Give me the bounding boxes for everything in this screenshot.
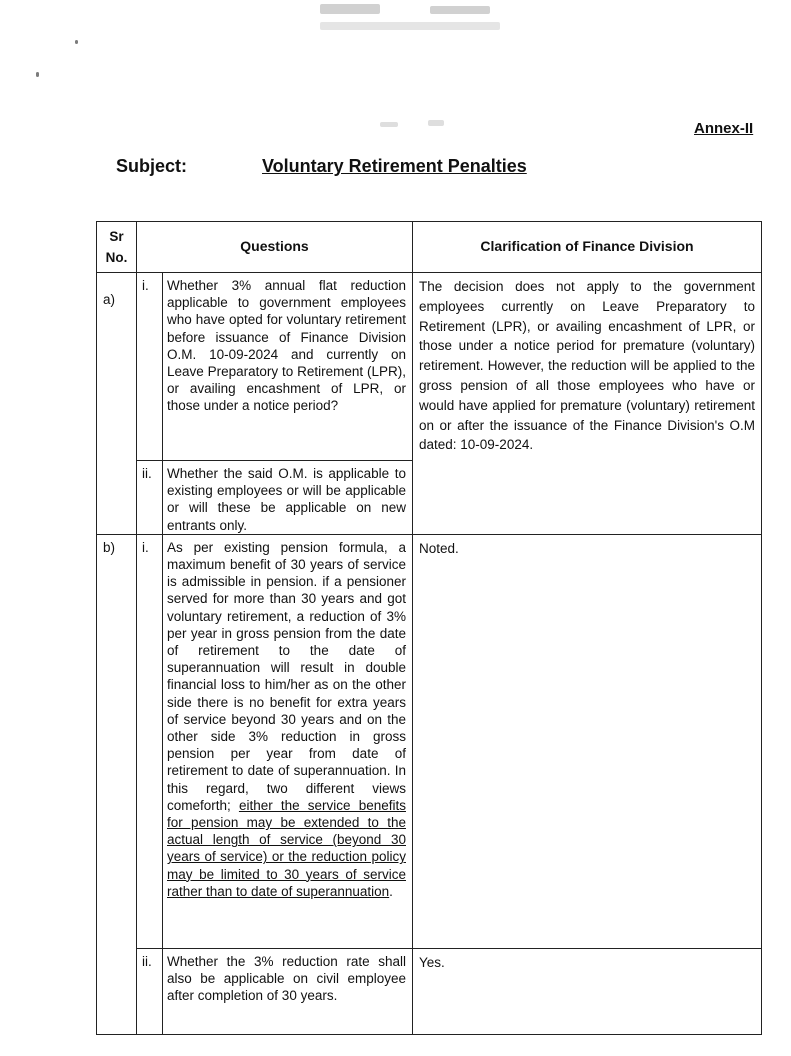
scan-smudge [36, 72, 39, 77]
question-text: Whether the said O.M. is applicable to existing employees or will be applicable or will these be applicable on new entrants only. [163, 461, 413, 535]
header-sr-line1: Sr [109, 229, 124, 244]
scan-smudge [320, 22, 500, 30]
clarification-text: The decision does not apply to the government employees currently on Leave Preparatory to Retirement (LPR), or availing encashment of LPR, or those under a notice period for premature (voluntary) retirement. However, the reduction will be applied to the gross pension of all those employees who have or would have applied for premature (voluntary) retirement on or after the issuance of the Finance Division's O.M dated: 10-09-2024. [413, 273, 762, 535]
scan-smudge [320, 4, 380, 14]
clarification-table [96, 221, 762, 1035]
question-text-plain: As per existing pension formula, a maximum benefit of 30 years of service is admissible in pension. if a pensioner served for more than 30 years and got voluntary retirement, a reduction of 3% per year in gross pension from the date of retirement to the date of superannuation will result in double financial loss to him/her as on the other side there is no benefit for extra years of service beyond 30 years and on the other side 3% reduction in gross pension per year from date of retirement to date of superannuation. In this regard, two different views comeforth; [167, 539, 406, 813]
table-row [97, 948, 762, 1034]
header-clarification: Clarification of Finance Division [413, 222, 762, 273]
header-questions: Questions [137, 222, 413, 273]
subject-title: Voluntary Retirement Penalties [262, 156, 527, 176]
table-header-row [97, 222, 762, 273]
header-sr-no [97, 222, 137, 273]
question-number: ii. [137, 461, 163, 535]
scan-smudge [428, 120, 444, 126]
annex-label: Annex-II [694, 120, 754, 137]
row-serial: a) [97, 273, 137, 535]
clarification-text: Yes. [413, 948, 762, 1034]
question-text: Whether the 3% reduction rate shall also be applicable on civil employee after completion of 30 years. [163, 948, 413, 1034]
row-serial: b) [97, 534, 137, 1034]
question-number: ii. [137, 948, 163, 1034]
scan-smudge [380, 122, 398, 127]
question-text-underlined: either the service benefits for pension may be extended to the actual length of service (beyond 30 years of service) or the reduction policy may be limited to 30 years of service rather than to date of superannuation [167, 797, 406, 899]
table-row [97, 534, 762, 948]
scan-smudge [75, 40, 78, 44]
clarification-text: Noted. [413, 534, 762, 948]
question-text: Whether 3% annual flat reduction applicable to government employees who have opted for voluntary retirement before issuance of Finance Division O.M. 10-09-2024 and currently on Leave Preparatory to Retirement (LPR), or availing encashment of LPR, or those under a notice period? [163, 273, 413, 461]
question-number: i. [137, 534, 163, 948]
subject-label: Subject: [116, 156, 188, 176]
question-number: i. [137, 273, 163, 461]
question-text [163, 534, 413, 948]
header-sr-line2: No. [105, 250, 128, 265]
table-row [97, 273, 762, 461]
question-text-end: . [389, 883, 393, 899]
scan-smudge [430, 6, 490, 14]
